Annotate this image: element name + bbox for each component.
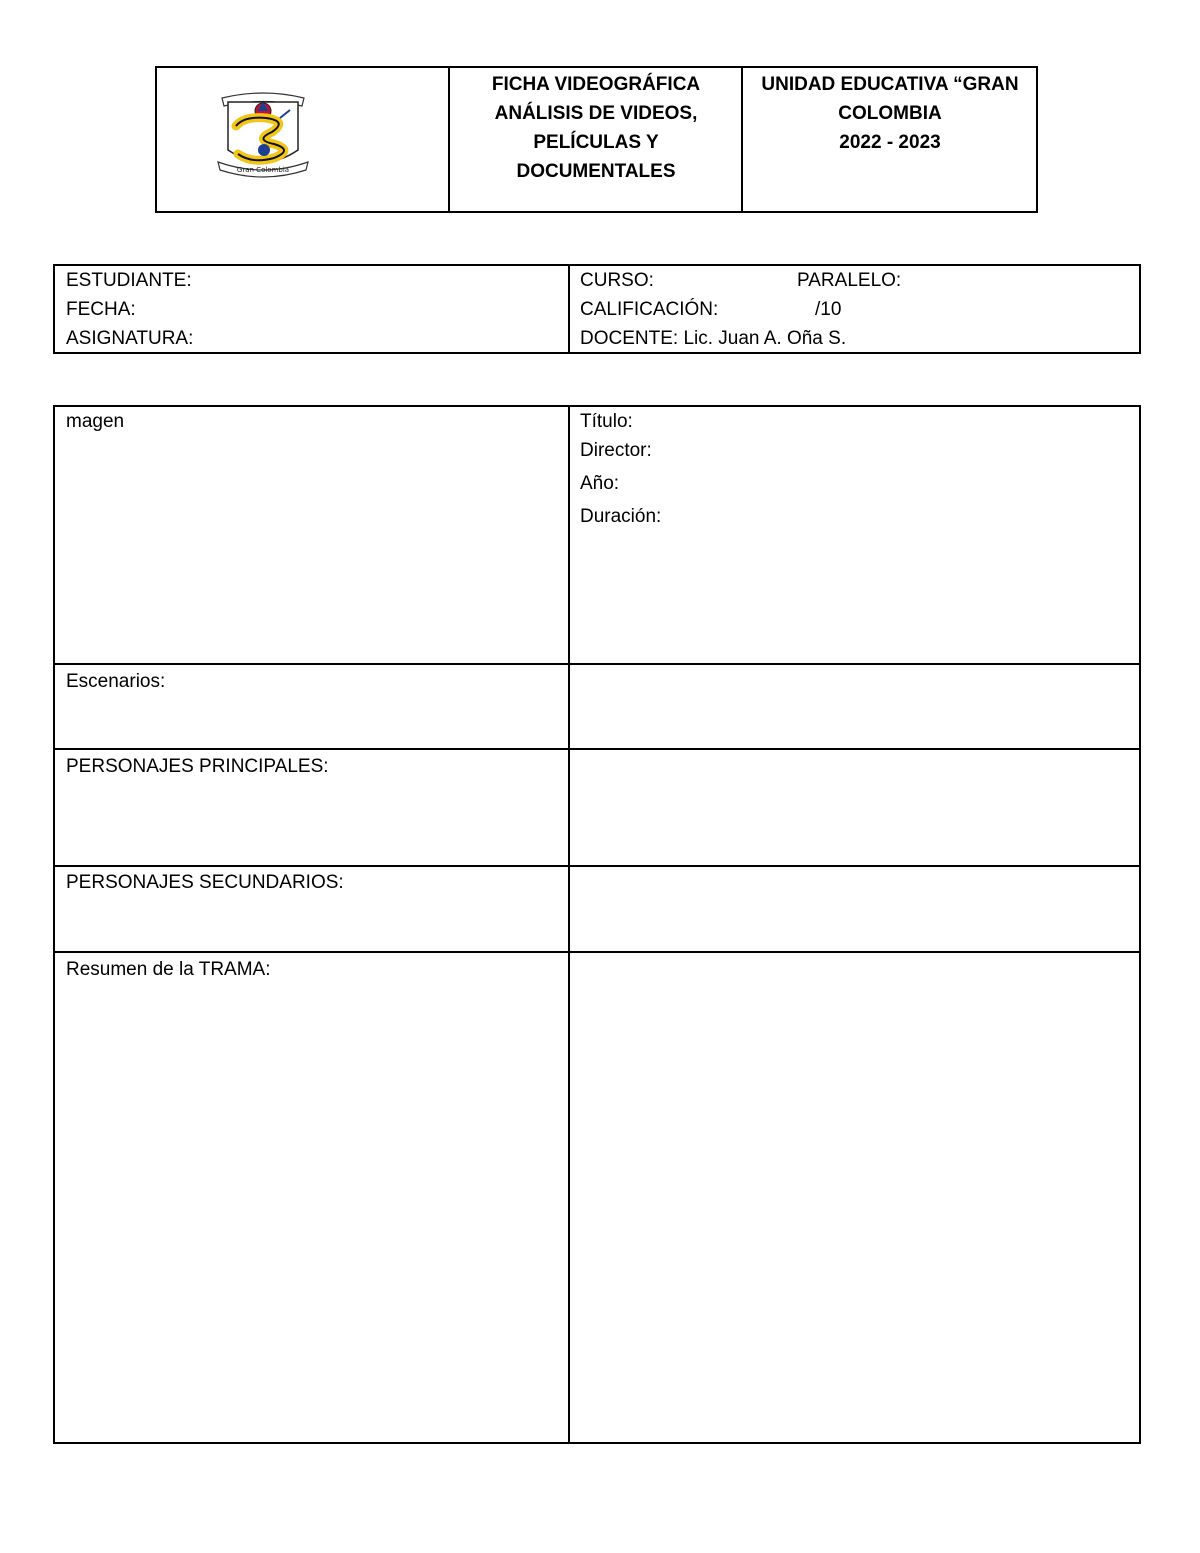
director-label: Director: bbox=[580, 440, 652, 461]
school-year: 2022 - 2023 bbox=[839, 132, 941, 153]
fecha-label: FECHA: bbox=[66, 299, 136, 320]
info-divider bbox=[568, 264, 570, 354]
row-divider bbox=[53, 748, 1141, 750]
resumen-trama-label: Resumen de la TRAMA: bbox=[66, 959, 271, 980]
calificacion-label: CALIFICACIÓN: bbox=[580, 299, 719, 320]
school-crest-icon bbox=[214, 88, 312, 180]
row-divider bbox=[53, 865, 1141, 867]
school-logo bbox=[214, 88, 312, 180]
film-analysis-table bbox=[53, 405, 1141, 1444]
titulo-label: Título: bbox=[580, 411, 633, 432]
personajes-principales-label: PERSONAJES PRINCIPALES: bbox=[66, 756, 329, 777]
personajes-secundarios-label: PERSONAJES SECUNDARIOS: bbox=[66, 872, 344, 893]
form-title-line: DOCUMENTALES bbox=[516, 161, 676, 182]
grid-divider bbox=[568, 405, 570, 1444]
imagen-label: magen bbox=[66, 411, 125, 432]
school-name-line: COLOMBIA bbox=[838, 103, 942, 124]
paralelo-label: PARALELO: bbox=[797, 270, 902, 291]
docente-label: DOCENTE: Lic. Juan A. Oña S. bbox=[580, 328, 847, 349]
row-divider bbox=[53, 663, 1141, 665]
form-title-line: PELÍCULAS Y bbox=[533, 132, 659, 153]
curso-label: CURSO: bbox=[580, 270, 654, 291]
school-name bbox=[744, 70, 1036, 157]
form-title-line: ANÁLISIS DE VIDEOS, bbox=[494, 103, 698, 124]
form-title bbox=[450, 70, 742, 186]
logo-banner-text: Gran Colombia bbox=[236, 166, 290, 174]
anio-label: Año: bbox=[580, 473, 620, 494]
row-divider bbox=[53, 951, 1141, 953]
form-title-line: FICHA VIDEOGRÁFICA bbox=[491, 74, 701, 95]
calificacion-max: /10 bbox=[815, 299, 842, 320]
duracion-label: Duración: bbox=[580, 506, 662, 527]
asignatura-label: ASIGNATURA: bbox=[66, 328, 194, 349]
escenarios-label: Escenarios: bbox=[66, 671, 166, 692]
estudiante-label: ESTUDIANTE: bbox=[66, 270, 192, 291]
school-name-line: UNIDAD EDUCATIVA “GRAN bbox=[761, 74, 1019, 95]
